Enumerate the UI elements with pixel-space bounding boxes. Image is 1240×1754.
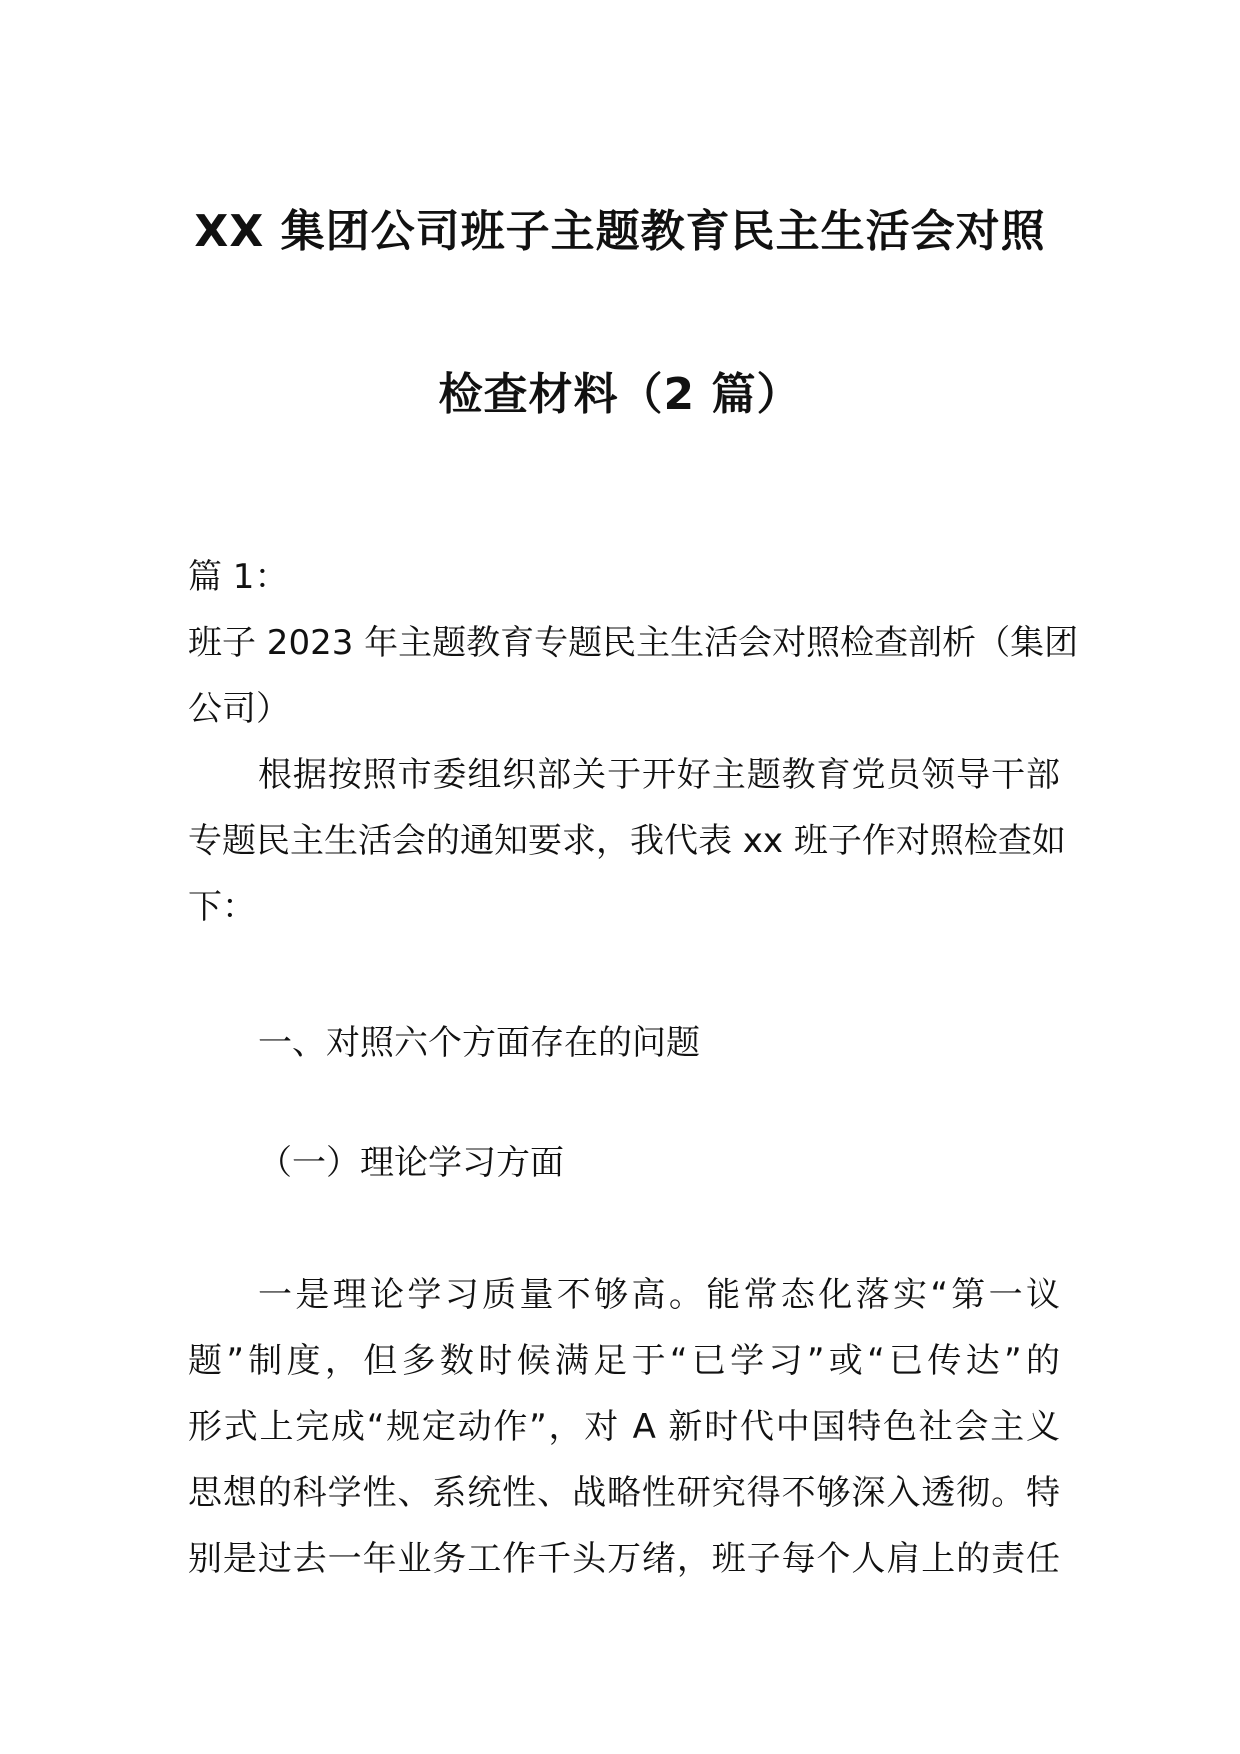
document-title-line-2: 检查材料（2 篇） bbox=[438, 369, 802, 420]
body-line-5: 别是过去一年业务工作千头万绪，班子每个人肩上的责任 bbox=[188, 1539, 1060, 1579]
section-heading-1: 一、对照六个方面存在的问题 bbox=[258, 1023, 700, 1063]
subtitle-line-1: 班子 2023 年主题教育专题民主生活会对照检查剖析（集团 bbox=[188, 623, 1079, 663]
body-line-2: 题”制度，但多数时候满足于“已学习”或“已传达”的 bbox=[188, 1341, 1060, 1381]
body-paragraph bbox=[188, 1262, 1060, 1592]
subtitle-line-2: 公司） bbox=[188, 689, 290, 729]
body-line-3: 形式上完成“规定动作”，对 A 新时代中国特色社会主义 bbox=[188, 1407, 1060, 1447]
heading-1-block bbox=[188, 1010, 1060, 1076]
section-label: 篇 1： bbox=[188, 557, 289, 597]
heading-2-block bbox=[188, 1130, 1060, 1196]
body-line-4: 思想的科学性、系统性、战略性研究得不够深入透彻。特 bbox=[188, 1473, 1060, 1513]
document-title-line-1: XX 集团公司班子主题教育民主生活会对照 bbox=[194, 206, 1046, 257]
intro-line-1: 根据按照市委组织部关于开好主题教育党员领导干部 bbox=[258, 755, 1060, 795]
intro-line-2: 专题民主生活会的通知要求，我代表 xx 班子作对照检查如 bbox=[188, 821, 1066, 861]
intro-line-3: 下： bbox=[188, 887, 256, 927]
body-line-1: 一是理论学习质量不够高。能常态化落实“第一议 bbox=[258, 1275, 1060, 1315]
document-intro-block bbox=[188, 544, 1079, 940]
section-heading-2: （一）理论学习方面 bbox=[258, 1143, 564, 1183]
